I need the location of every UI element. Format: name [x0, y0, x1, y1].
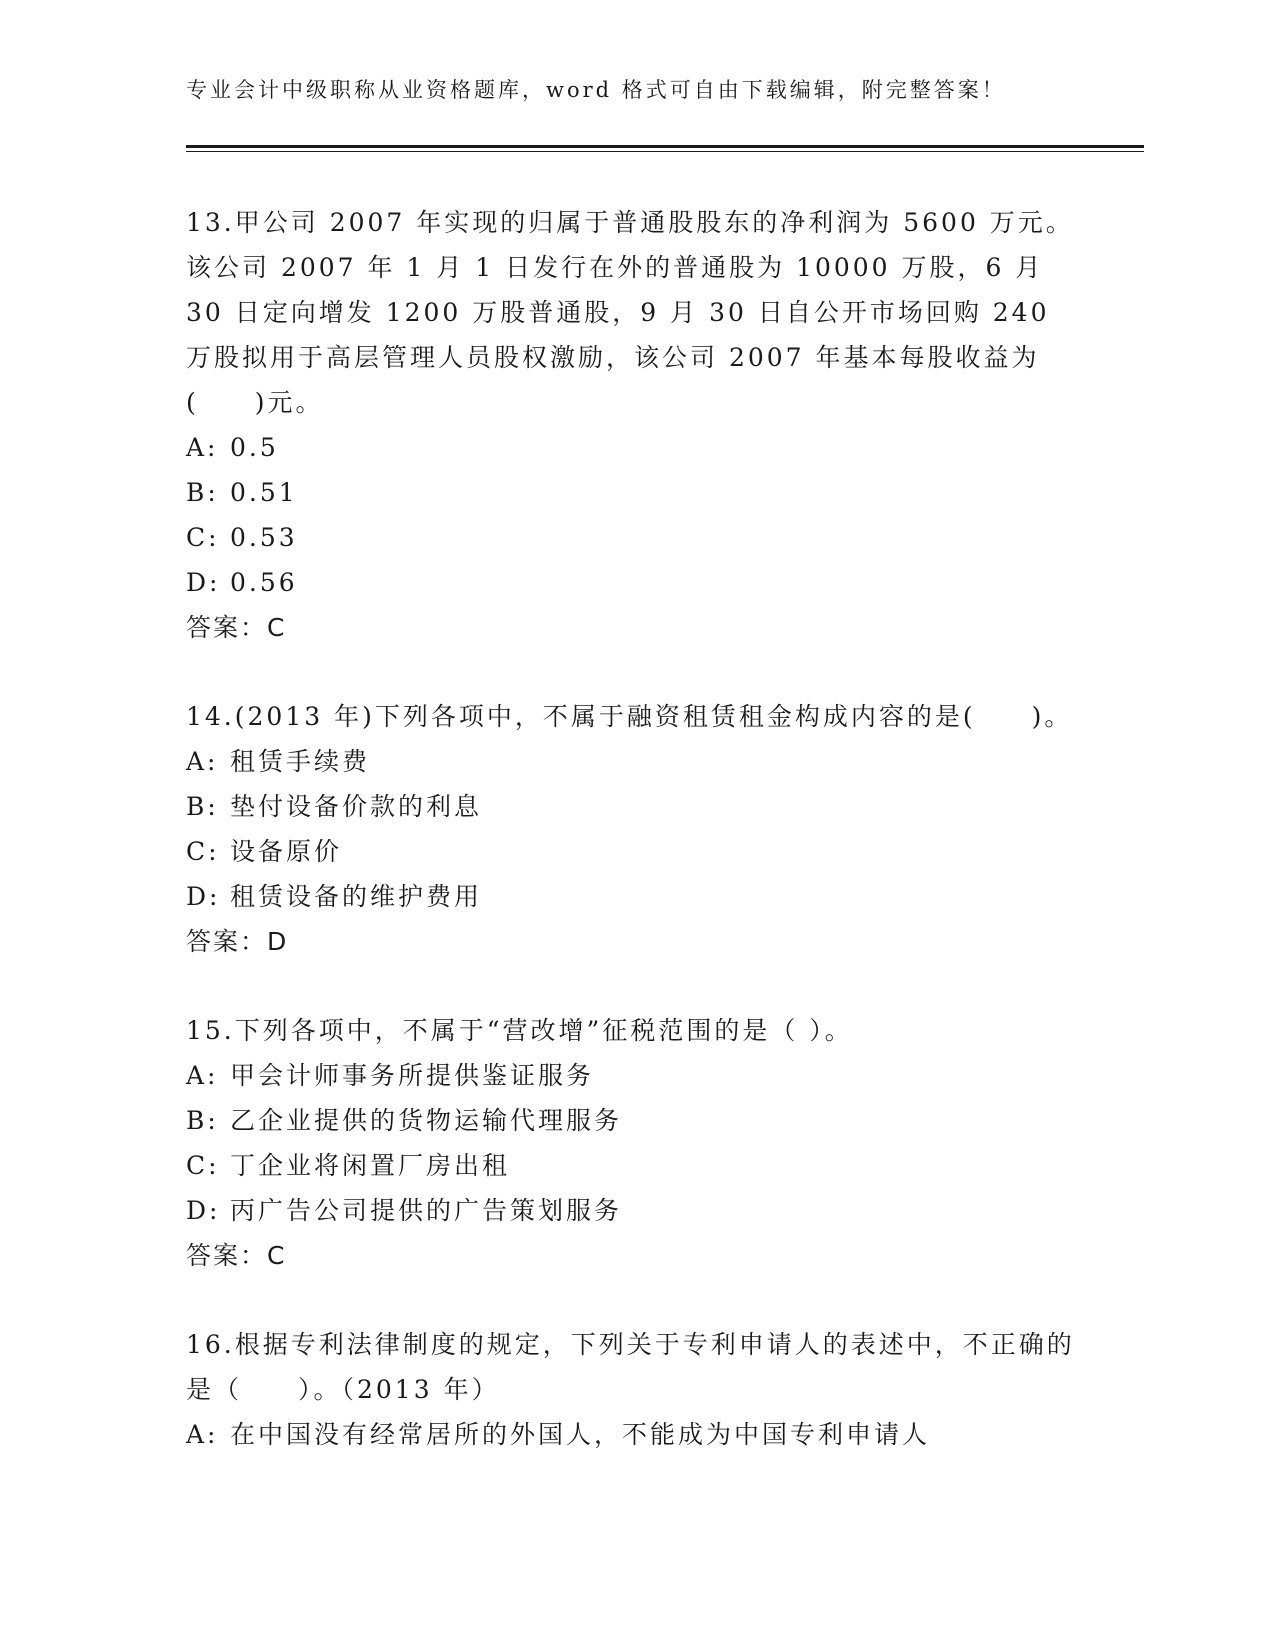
option-a: [186, 425, 1086, 470]
option-key: B:: [186, 478, 219, 507]
option-text: 租赁手续费: [230, 747, 371, 776]
option-text: 甲会计师事务所提供鉴证服务: [230, 1061, 595, 1090]
option-key: A:: [186, 1420, 219, 1449]
option-b: [186, 1098, 1086, 1143]
option-key: D:: [186, 1196, 221, 1225]
option-text: 租赁设备的维护费用: [230, 882, 483, 911]
option-text: 0.56: [230, 568, 298, 597]
option-text: 在中国没有经常居所的外国人，不能成为中国专利申请人: [230, 1420, 931, 1449]
option-key: A:: [186, 1061, 219, 1090]
option-text: 垫付设备价款的利息: [230, 792, 483, 821]
option-key: B:: [186, 1106, 219, 1135]
question-stem: 13.甲公司 2007 年实现的归属于普通股股东的净利润为 5600 万元。该公司 2007 年 1 月 1 日发行在外的普通股为 10000 万股，6 月 30 日定向增发 1200 万股普通股，9 月 30 日自公开市场回购 240 万股拟用于高层管理人员股权激励，该公司 2007 年基本每股收益为( )元。: [186, 208, 1074, 417]
question-list: [186, 200, 1086, 1501]
option-text: 0.51: [230, 478, 298, 507]
option-text: 0.5: [230, 433, 279, 462]
option-key: C:: [186, 523, 220, 552]
question-15: [186, 1008, 1086, 1278]
answer-line: 答案：C: [186, 1241, 287, 1270]
question-stem: 14.(2013 年)下列各项中，不属于融资租赁租金构成内容的是( )。: [186, 702, 1073, 731]
option-key: D:: [186, 568, 221, 597]
question-16: [186, 1322, 1086, 1457]
option-text: 丙广告公司提供的广告策划服务: [230, 1196, 623, 1225]
option-b: [186, 470, 1086, 515]
option-b: [186, 784, 1086, 829]
option-text: 乙企业提供的货物运输代理服务: [230, 1106, 623, 1135]
header-rule-thick: [186, 145, 1144, 148]
option-key: B:: [186, 792, 219, 821]
answer-line: 答案：D: [186, 927, 289, 956]
option-text: 0.53: [230, 523, 298, 552]
option-a: [186, 1412, 1086, 1457]
option-text: 设备原价: [230, 837, 343, 866]
option-key: C:: [186, 1151, 220, 1180]
question-14: [186, 694, 1086, 964]
option-c: [186, 829, 1086, 874]
page-header: 专业会计中级职称从业资格题库，word 格式可自由下载编辑，附完整答案！: [186, 78, 1006, 102]
option-a: [186, 739, 1086, 784]
option-text: 丁企业将闲置厂房出租: [230, 1151, 511, 1180]
answer-line: 答案：C: [186, 613, 287, 642]
header-rule-thin: [186, 151, 1144, 152]
question-stem: 15.下列各项中，不属于“营改增”征税范围的是（ ）。: [186, 1016, 853, 1045]
option-d: [186, 1188, 1086, 1233]
option-key: C:: [186, 837, 220, 866]
option-key: A:: [186, 747, 219, 776]
option-c: [186, 515, 1086, 560]
option-c: [186, 1143, 1086, 1188]
question-13: [186, 200, 1086, 650]
option-key: A:: [186, 433, 219, 462]
option-a: [186, 1053, 1086, 1098]
option-d: [186, 560, 1086, 605]
option-key: D:: [186, 882, 221, 911]
option-d: [186, 874, 1086, 919]
question-stem: 16.根据专利法律制度的规定，下列关于专利申请人的表述中，不正确的是（ ）。（2013 年）: [186, 1330, 1075, 1404]
